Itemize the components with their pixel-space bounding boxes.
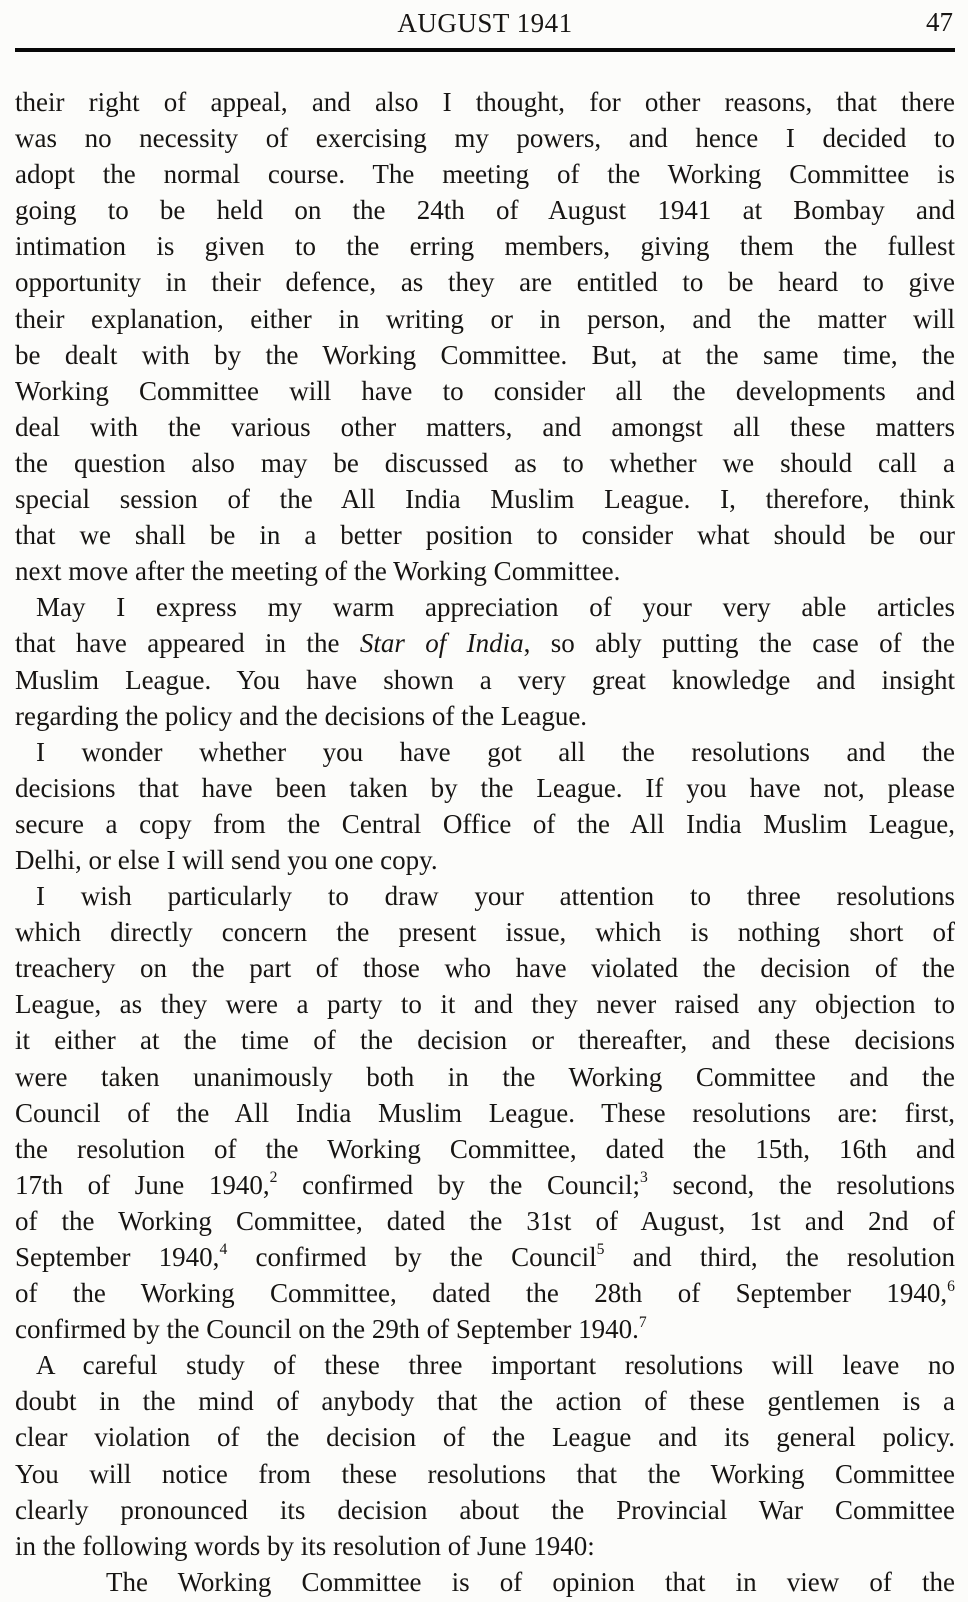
text-line [15,553,955,589]
footnote-reference: 3 [640,1169,648,1187]
text-segment: it either at the time of the decision or thereafter, and these decisions [15,1025,955,1056]
text-line [15,517,955,553]
text-line [15,1167,955,1203]
text-line [15,1095,955,1131]
text-line [15,878,955,914]
text-line [15,409,955,445]
text-segment: of the Working Committee, dated the 28th of September 1940, [15,1278,948,1309]
text-segment: You will notice from these resolutions that the Working Committee [15,1458,955,1489]
text-line [15,373,955,409]
page-number: 47 [926,7,953,37]
text-line [15,1131,955,1167]
text-segment: the resolution of the Working Committee, dated the 15th, 16th and [15,1133,955,1164]
text-line [15,1492,955,1528]
text-line [15,734,955,770]
text-segment: and third, the resolution [604,1242,956,1272]
text-segment: Delhi, or else I will send you one copy. [15,844,438,875]
text-segment: second, the resolutions [647,1169,955,1200]
header-rule [15,48,955,52]
text-segment: May I express my warm appreciation of your very able articles [36,592,955,623]
quote-line [15,1564,955,1600]
text-segment: clearly pronounced its decision about the Provincial War Committee [15,1494,955,1525]
text-line [15,337,955,373]
text-segment: regarding the policy and the decisions of the League. [15,700,588,731]
text-line [15,1275,955,1311]
text-line [15,986,955,1022]
text-segment: which directly concern the present issue, which is nothing short of [15,917,955,948]
text-segment: be dealt with by the Working Committee. But, at the same time, the [15,339,955,370]
text-line [15,1528,955,1564]
text-line [15,914,955,950]
text-line [15,228,955,264]
text-segment: opportunity in their defence, as they are entitled to be heard to give [15,267,955,298]
text-segment: clear violation of the decision of the League and its general policy. [15,1422,955,1453]
text-segment: confirmed by the Council on the 29th of September 1940. [15,1314,639,1345]
footnote-reference: 2 [269,1169,278,1187]
text-segment: their explanation, either in writing or in person, and the matter will [15,303,955,334]
page-header [15,6,955,46]
text-line [15,806,955,842]
text-segment: , so ably putting the case of the [523,628,955,659]
text-segment: decisions that have been taken by the League. If you have not, please [15,772,955,803]
text-segment: Working Committee will have to consider all the developments and [15,375,955,406]
footnote-reference: 7 [638,1313,647,1331]
text-segment: secure a copy from the Central Office of the All India Muslim League, [15,808,955,839]
text-line [15,589,955,625]
running-head: AUGUST 1941 [397,8,573,38]
text-line [15,1022,955,1058]
page-body [15,84,955,1600]
text-segment: that have appeared in the [15,628,360,659]
text-line [15,625,955,661]
text-segment: 17th of June 1940, [15,1169,270,1200]
text-segment: I wonder whether you have got all the resolutions and the [36,736,955,767]
text-line [15,1347,955,1383]
text-segment: was no necessity of exercising my powers, and hence I decided to [15,123,955,154]
text-line [15,192,955,228]
text-line [15,156,955,192]
text-segment: that we shall be in a better position to consider what should be our [15,520,955,551]
text-line [15,301,955,337]
text-line [15,264,955,300]
text-line [15,481,955,517]
text-segment: Council of the All India Muslim League. These resolutions are: first, [15,1097,955,1128]
text-segment: I wish particularly to draw your attention to three resolutions [36,881,955,912]
text-line [15,1203,955,1239]
italic-title: Star of India [359,628,524,659]
text-segment: in the following words by its resolution of June 1940: [15,1530,595,1561]
text-segment: deal with the various other matters, and amongst all these matters [15,411,955,442]
text-segment: A careful study of these three important resolutions will leave no [36,1350,955,1381]
footnote-reference: 5 [596,1241,605,1259]
text-line [15,1456,955,1492]
text-segment: their right of appeal, and also I thought, for other reasons, that there [15,87,955,117]
footnote-reference: 4 [219,1241,228,1259]
text-segment: going to be held on the 24th of August 1941 at Bombay and [15,195,955,226]
text-segment: the question also may be discussed as to whether we should call a [15,447,955,478]
text-segment: next move after the meeting of the Working Committee. [15,556,621,587]
text-segment: Muslim League. You have shown a very great knowledge and insight [15,664,955,695]
text-segment: confirmed by the Council; [277,1169,641,1200]
text-segment: League, as they were a party to it and they never raised any objection to [15,989,955,1020]
text-segment: of the Working Committee, dated the 31st of August, 1st and 2nd of [15,1205,955,1236]
text-segment: special session of the All India Muslim League. I, therefore, think [15,484,955,515]
text-line [15,1059,955,1095]
text-segment: September 1940, [15,1242,220,1272]
text-segment: treachery on the part of those who have violated the decision of the [15,953,955,984]
text-segment: were taken unanimously both in the Working Committee and the [15,1061,955,1092]
text-line [15,842,955,878]
text-line [15,1239,955,1275]
text-line [15,698,955,734]
text-line [15,1311,955,1347]
text-line [15,950,955,986]
text-line [15,1383,955,1419]
text-segment: intimation is given to the erring members, giving them the fullest [15,231,955,262]
footnote-reference: 6 [947,1277,955,1295]
text-line [15,84,955,120]
text-segment: adopt the normal course. The meeting of the Working Committee is [15,159,955,190]
text-line [15,662,955,698]
text-line [15,445,955,481]
text-segment: confirmed by the Council [227,1242,597,1272]
text-line [15,770,955,806]
text-segment: The Working Committee is of opinion that in view of the [106,1566,955,1597]
text-line [15,120,955,156]
text-segment: doubt in the mind of anybody that the action of these gentlemen is a [15,1386,955,1417]
text-line [15,1419,955,1455]
